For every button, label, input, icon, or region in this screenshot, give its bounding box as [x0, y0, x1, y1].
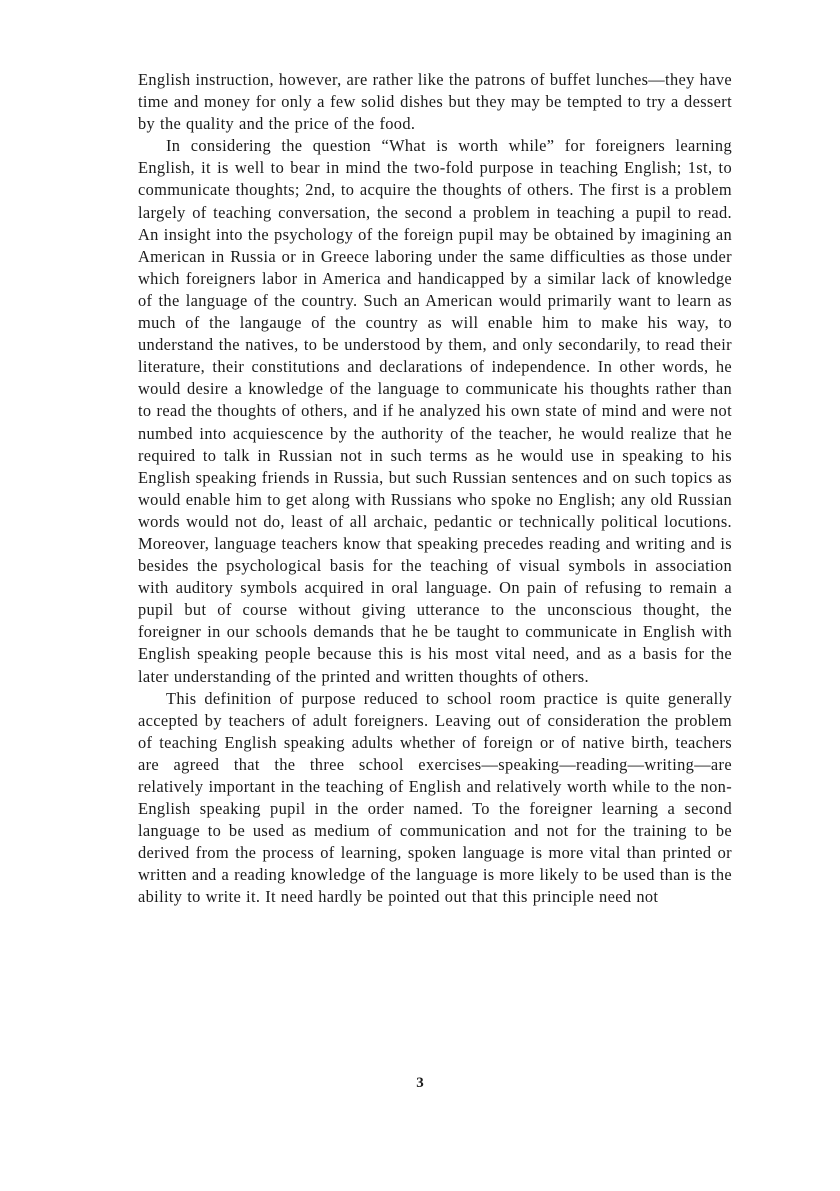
paragraph-purpose-of-teaching: In considering the question “What is worth while” for foreigners learning English, it is well to bear in mind the two-fold purpose in teaching English; 1st, to communicate thoughts; 2nd, to acquire the thoughts of others. The first is a problem largely of teaching conversation, the second a problem in teaching a pupil to read. An insight into the psychology of the foreign pupil may be obtained by imagining an American in Russia or in Greece laboring under the same difficulties as those under which foreigners labor in America and handicapped by a similar lack of knowledge of the language of the country. Such an American would primarily want to learn as much of the langauge of the country as will enable him to make his way, to understand the natives, to be understood by them, and only secondarily, to read their literature, their constitutions and declarations of independence. In other words, he would desire a knowledge of the language to communicate his thoughts rather than to read the thoughts of others, and if he analyzed his own state of mind and were not numbed into acquiescence by the authority of the teacher, he would realize that he required to talk in Russian not in such terms as he would use in speaking to his English speaking friends in Russia, but such Russian sentences and on such topics as would enable him to get along with Russians who spoke no English; any old Russian words would not do, least of all archaic, pedantic or technically political locutions. Moreover, language teachers know that speaking precedes reading and writing and is besides the psychological basis for the teaching of visual symbols in association with auditory symbols acquired in oral language. On pain of refusing to remain a pupil but of course without giving utterance to the unconscious thought, the foreigner in our schools demands that he be taught to communicate in English with English speaking people because this is his most vital need, and as a basis for the later understanding of the printed and written thoughts of others.	[138, 136, 732, 686]
body-text	[138, 69, 732, 909]
paragraph-definition-of-purpose: This definition of purpose reduced to school room practice is quite generally accepted by teachers of adult foreigners. Leaving out of consideration the problem of teaching English speaking adults whether of foreign or of native birth, teachers are agreed that the three school exercises—speaking—reading—writing—are relatively important in the teaching of English and relatively worth while to the non-English speaking pupil in the order named. To the foreigner learning a second language to be used as medium of communication and not for the training to be derived from the process of learning, spoken language is more vital than printed or written and a reading knowledge of the language is more likely to be used than is the ability to write it. It need hardly be pointed out that this principle need not	[138, 688, 732, 907]
page-number: 3	[416, 1075, 424, 1091]
paragraph-continuation: English instruction, however, are rather like the patrons of buffet lunches—they have time and money for only a few solid dishes but they may be tempted to try a dessert by the quality and the price of the food.	[138, 70, 732, 134]
